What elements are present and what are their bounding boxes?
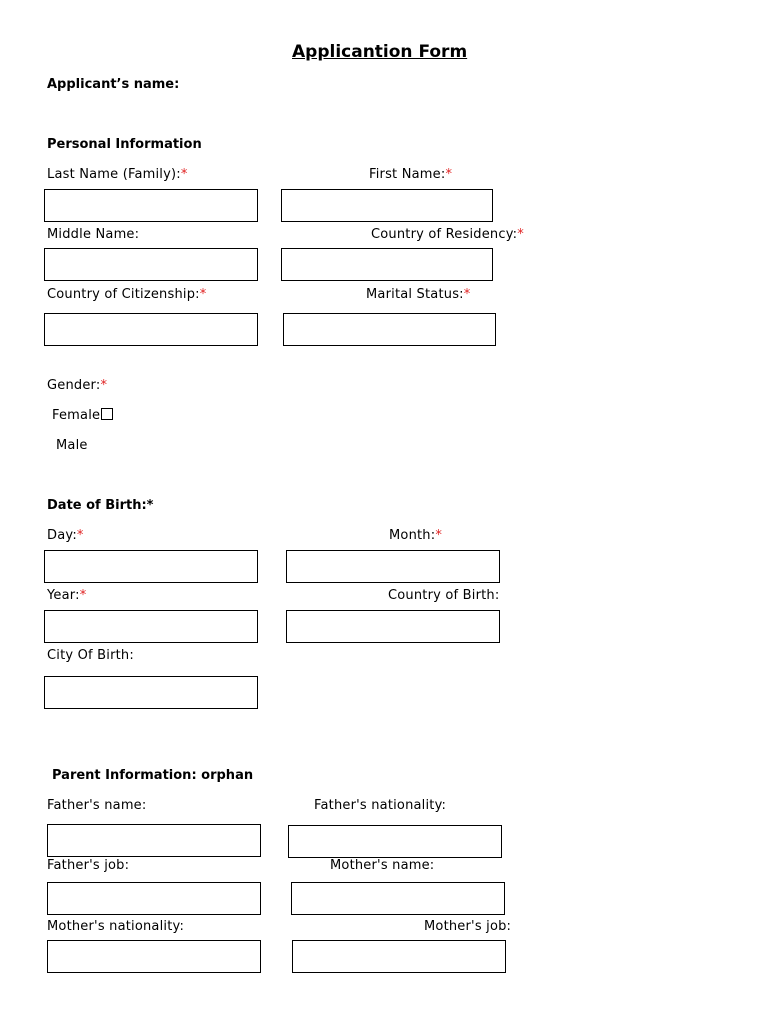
personal-info-heading: Personal Information [47,137,202,152]
page-title: Applicantion Form [292,42,468,62]
country-of-birth-input[interactable] [286,610,500,643]
father-name-label: Father's name: [47,798,147,813]
parent-info-heading: Parent Information: orphan [52,768,254,783]
mother-job-label: Mother's job: [424,919,512,934]
required-mark: * [100,378,108,393]
mother-name-label: Mother's name: [330,858,435,873]
applicant-name-label: Applicant’s name: [47,77,180,92]
month-label: Month:* [389,528,443,543]
gender-label: Gender:* [47,378,108,393]
first-name-label: First Name:* [369,167,453,182]
middle-name-input[interactable] [44,248,258,281]
marital-status-input[interactable] [283,313,496,346]
city-of-birth-label: City Of Birth: [47,648,134,663]
required-mark: * [180,167,188,182]
required-mark: * [463,287,471,302]
year-input[interactable] [44,610,258,643]
required-mark: * [445,167,453,182]
day-input[interactable] [44,550,258,583]
marital-status-label: Marital Status:* [366,287,471,302]
last-name-label: Last Name (Family):* [47,167,188,182]
middle-name-label: Middle Name: [47,227,140,242]
month-input[interactable] [286,550,500,583]
country-citizenship-label: Country of Citizenship:* [47,287,207,302]
mother-nationality-input[interactable] [47,940,261,973]
required-mark: * [199,287,207,302]
city-of-birth-input[interactable] [44,676,258,709]
father-job-input[interactable] [47,882,261,915]
date-of-birth-heading: Date of Birth:* [47,498,154,513]
mother-name-input[interactable] [291,882,505,915]
father-nationality-input[interactable] [288,825,502,858]
last-name-input[interactable] [44,189,258,222]
country-citizenship-input[interactable] [44,313,258,346]
required-mark: * [517,227,524,242]
country-of-birth-label: Country of Birth: [388,588,500,603]
mother-job-input[interactable] [292,940,506,973]
required-mark: * [435,528,443,543]
father-nationality-label: Father's nationality: [314,798,447,813]
father-job-label: Father's job: [47,858,130,873]
required-mark: * [79,588,87,603]
day-label: Day:* [47,528,84,543]
first-name-input[interactable] [281,189,493,222]
female-checkbox[interactable] [101,408,113,420]
country-residency-input[interactable] [281,248,493,281]
male-option[interactable]: Male [56,438,88,453]
mother-nationality-label: Mother's nationality: [47,919,185,934]
female-option[interactable] [52,408,113,423]
year-label: Year:* [47,588,87,603]
country-residency-label: Country of Residency:* [371,227,524,242]
required-mark: * [76,528,84,543]
female-label: Female [52,408,101,423]
father-name-input[interactable] [47,824,261,857]
